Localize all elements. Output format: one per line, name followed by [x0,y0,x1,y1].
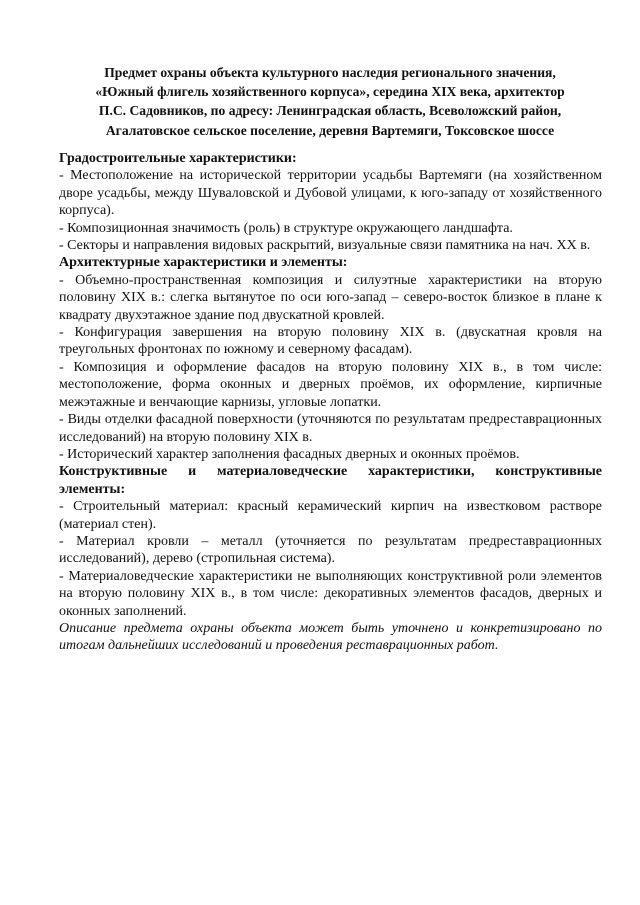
section-item: - Секторы и направления видовых раскрытий, визуальные связи памятника на нач. XX в. [59,238,591,254]
section-heading-urban: Градостроительные характеристики: [59,151,297,166]
section-item: - Материаловедческие характеристики не выполняющих конструктивной роли элементов на вторую половину XIX в., в том числе: декоративных элементов фасадов, дверных и оконных заполнений. [59,568,602,619]
section-item: - Конфигурация завершения на вторую половину XIX в. (двускатная кровля на треугольных фронтонах по южному и северному фасадам). [59,325,602,358]
document-title [56,63,604,140]
section-item: - Композиционная значимость (роль) в структуре окружающего ландшафта. [59,220,513,236]
section-item: - Композиция и оформление фасадов на вторую половину XIX в., в том числе: местоположение, форма оконных и дверных проёмов, их оформление, кирпичные межэтажные и венчающие карнизы, угловые лопатки. [59,359,602,410]
title-line: «Южный флигель хозяйственного корпуса», середина XIX века, архитектор [95,84,565,100]
section-item: - Объемно-пространственная композиция и силуэтные характеристики на вторую половину XIX в.: слегка вытянутое по оси юго-запад – северо-восток близкое в плане к квадрату двухэтажное здание под двускатной кровлей. [59,272,602,323]
section-heading-architecture: Архитектурные характеристики и элементы: [59,255,348,271]
section-item: - Местоположение на исторической территории усадьбы Вартемяги (на хозяйственном дворе усадьбы, между Шуваловской и Дубовой улицами, к юго-западу от хозяйственного корпуса). [59,168,602,219]
section-item: - Материал кровли – металл (уточняется по результатам предреставрационных исследований), дерево (стропильная система). [59,533,602,567]
section-heading-construction: Конструктивные и материаловедческие характеристики, конструктивные элементы: [59,464,602,497]
section-item: - Виды отделки фасадной поверхности (уточняются по результатам предреставрационных исследований) на вторую половину XIX в. [59,412,602,445]
section-item: - Строительный материал: красный керамический кирпич на известковом растворе (материал стен). [59,499,602,532]
title-line: Агалатовское сельское поселение, деревня Вартемяги, Токсовское шоссе [105,122,555,138]
section-item: - Исторический характер заполнения фасадных дверных и оконных проёмов. [59,446,520,462]
document-body [59,150,602,655]
closing-note: Описание предмета охраны объекта может быть уточнено и конкретизировано по итогам дальнейших исследований и проведения реставрационных работ. [59,620,602,654]
title-line: П.С. Садовников, по адресу: Ленинградская область, Всеволожский район, [98,103,562,119]
title-line: Предмет охраны объекта культурного наследия регионального значения, [104,65,556,80]
